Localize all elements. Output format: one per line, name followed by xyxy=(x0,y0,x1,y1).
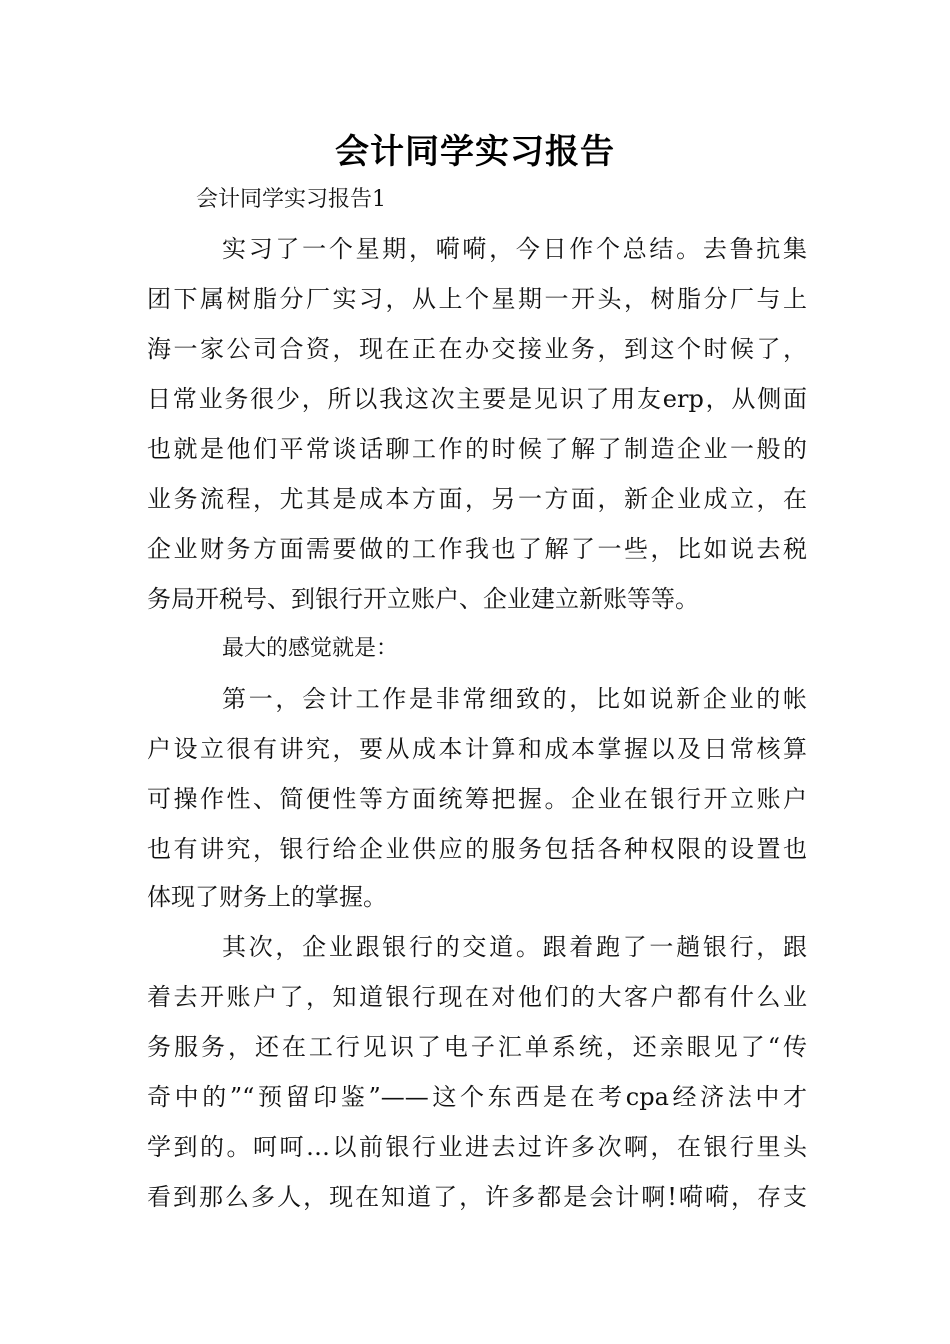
text-line: 户设立很有讲究，要从成本计算和成本掌握以及日常核算 xyxy=(147,735,807,763)
text-line: 也就是他们平常谈话聊工作的时候了解了制造企业一般的 xyxy=(147,435,807,463)
text-line: 实习了一个星期，嗬嗬，今日作个总结。去鲁抗集 xyxy=(222,235,807,263)
text-line: 体现了财务上的掌握。 xyxy=(147,883,387,911)
text-line: 业务流程，尤其是成本方面，另一方面，新企业成立，在 xyxy=(147,485,807,513)
text-line: 奇中的”“预留印鉴”——这个东西是在考cpa经济法中才 xyxy=(147,1083,807,1111)
text-line: 企业财务方面需要做的工作我也了解了一些，比如说去税 xyxy=(147,535,807,563)
text-line: 最大的感觉就是： xyxy=(222,636,399,661)
document-subtitle: 会计同学实习报告1 xyxy=(196,187,386,212)
document-title: 会计同学实习报告 xyxy=(335,132,615,172)
text-line: 也有讲究，银行给企业供应的服务包括各种权限的设置也 xyxy=(147,835,807,863)
text-line: 学到的。呵呵…以前银行业进去过许多次啊，在银行里头 xyxy=(147,1133,807,1161)
text-line: 务局开税号、到银行开立账户、企业建立新账等等。 xyxy=(147,585,699,613)
text-line: 务服务，还在工行见识了电子汇单系统，还亲眼见了“传 xyxy=(147,1033,807,1061)
text-line: 着去开账户了，知道银行现在对他们的大客户都有什么业 xyxy=(147,983,807,1011)
text-line: 可操作性、简便性等方面统筹把握。企业在银行开立账户 xyxy=(147,785,807,813)
text-line: 团下属树脂分厂实习，从上个星期一开头，树脂分厂与上 xyxy=(147,285,807,313)
text-line: 第一，会计工作是非常细致的，比如说新企业的帐 xyxy=(222,685,807,713)
text-line: 看到那么多人，现在知道了，许多都是会计啊!嗬嗬，存支 xyxy=(147,1183,807,1211)
text-line: 其次，企业跟银行的交道。跟着跑了一趟银行，跟 xyxy=(222,933,807,961)
text-line: 海一家公司合资，现在正在办交接业务，到这个时候了， xyxy=(147,335,807,363)
text-line: 日常业务很少，所以我这次主要是见识了用友erp，从侧面 xyxy=(147,385,807,413)
